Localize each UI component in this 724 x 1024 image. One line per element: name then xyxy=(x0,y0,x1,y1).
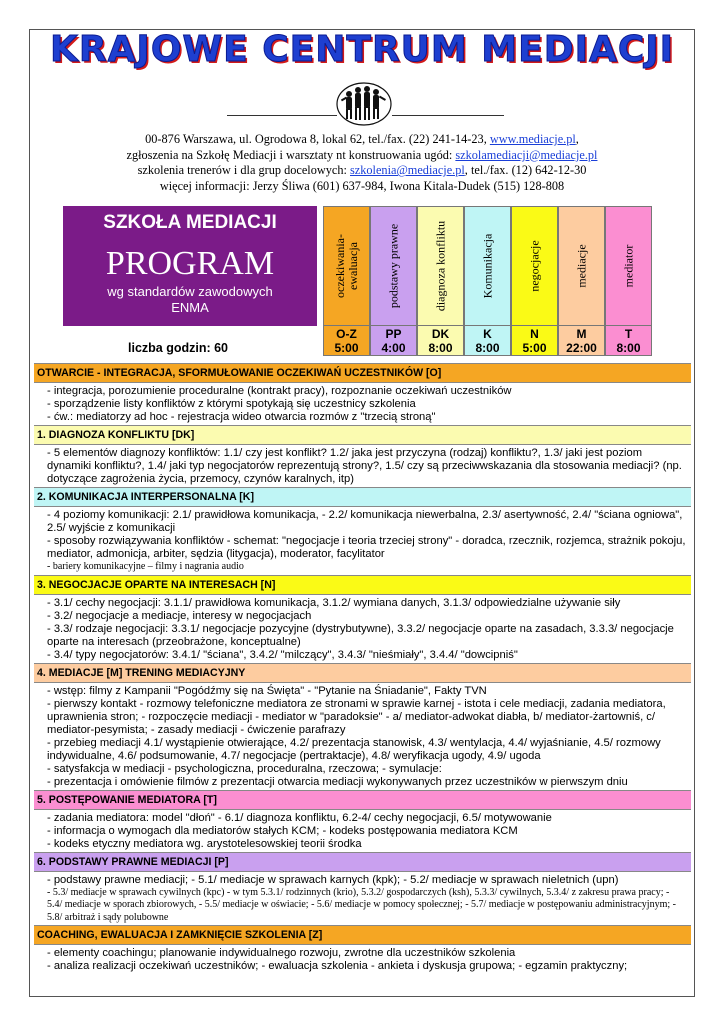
list-item: - zadania mediatora: model "dłoń" - 6.1/ diagnoza konfliktu, 6.2-4/ cechy negocjacji, 6.5/ motywowanie xyxy=(47,811,552,824)
section-heading: 2. KOMUNIKACJA INTERPERSONALNA [K] xyxy=(34,487,691,507)
topic-code: PP xyxy=(385,327,402,341)
list-item: - kodeks etyczny mediatora wg. arystotelesowskiej teorii środka xyxy=(47,837,362,850)
section-items xyxy=(34,810,691,852)
section-heading: COACHING, EWALUACJA I ZAMKNIĘCIE SZKOLENIA [Z] xyxy=(34,925,691,945)
list-item: - elementy coachingu; planowanie indywidualnego rozwoju, zwrotne dla uczestników szkolenia xyxy=(47,947,516,959)
list-item: - wstęp: filmy z Kampanii "Pogódźmy się na Święta" - "Pytanie na Śniadanie", Fakty TVN xyxy=(47,684,487,697)
list-item-small: - bariery komunikacyjne – filmy i nagrania audio xyxy=(47,561,244,572)
topic-hours-value: 5:00 xyxy=(522,341,547,355)
section-items xyxy=(34,945,691,974)
list-item: - integracja, porozumienie proceduralne (kontrakt pracy), rozpoznanie oczekiwań uczestników xyxy=(47,385,512,397)
website-link[interactable]: www.mediacje.pl xyxy=(489,132,576,146)
section-heading: 5. POSTĘPOWANIE MEDIATORA [T] xyxy=(34,790,691,810)
topic-code: K xyxy=(483,327,492,341)
list-item: - 4 poziomy komunikacji: 2.1/ prawidłowa komunikacja, - 2.2/ komunikacja niewerbalna, 2.3/ asertywność, 2.4/ "ściana ogniowa", 2.5/ wyjście z komunikacji xyxy=(47,509,683,534)
topic-label: negocjacje xyxy=(527,240,541,292)
topic-column xyxy=(605,206,652,326)
topic-column xyxy=(323,206,370,326)
topic-label: podstawy prawne xyxy=(386,223,400,309)
page-title: KRAJOWE CENTRUM MEDIACJI xyxy=(49,29,675,70)
topic-hours xyxy=(464,326,511,356)
list-item-small: - 5.3/ mediacje w sprawach cywilnych (kpc) - w tym 5.3.1/ rodzinnych (krio), 5.3.2/ gospodarczych (ksh), 5.3.3/ cywilnych, 5.3.4/ z zakresu prawa pracy; - 5.4/ mediacje w sporach zbiorowych, - 5.5/ mediacje w oświacie; - 5.6/ mediacje w pomocy społecznej; - 5.7/ mediacje w postępowaniu administracyjnym; - 5.8/ arbitraż i sądy polubowne xyxy=(47,886,676,923)
people-group-logo xyxy=(335,78,393,126)
topic-hours-value: 8:00 xyxy=(616,341,641,355)
section-heading: 4. MEDIACJE [M] TRENING MEDIACYJNY xyxy=(34,663,691,683)
topic-label: mediacje xyxy=(574,244,588,288)
list-item: - 5 elementów diagnozy konfliktów: 1.1/ czy jest konflikt? 1.2/ jaka jest przyczyna (rodzaj) konfliktu?, 1.3/ jaki jest poziom dynamiki konfliktu?, 1.4/ jaki typ negocjatorów reprezentują strony?, 1.5/ czy są przeciwwskazania dla stosowania mediacji? (np. dotyczące zagrożenia życia, przemocy, czynów karalnych, itp) xyxy=(47,447,682,485)
program-sections xyxy=(34,363,691,974)
section-items xyxy=(34,383,691,425)
topic-column xyxy=(558,206,605,326)
topic-column xyxy=(511,206,558,326)
list-item: - analiza realizacji oczekiwań uczestników; - ewaluacja szkolenia - ankieta i dyskusja grupowa; - egzamin praktyczny; xyxy=(47,960,628,972)
trainers-phone: , tel./fax. (12) 642-12-30 xyxy=(464,163,587,178)
topic-label: Komunikacja xyxy=(480,233,494,299)
list-item: - sporządzenie listy konfliktów z którymi spotykają się uczestnicy szkolenia xyxy=(47,398,416,410)
list-item: - informacja o wymogach dla mediatorów stałych KCM; - kodeks postępowania mediatora KCM xyxy=(47,824,518,837)
section-heading: OTWARCIE - INTEGRACJA, SFORMUŁOWANIE OCZEKIWAŃ UCZESTNIKÓW [O] xyxy=(34,363,691,383)
topic-column xyxy=(464,206,511,326)
section-items xyxy=(34,683,691,790)
section-heading: 1. DIAGNOZA KONFLIKTU [DK] xyxy=(34,425,691,445)
school-email-link[interactable]: szkolamediacji@mediacje.pl xyxy=(455,147,598,162)
topic-hours xyxy=(417,326,464,356)
list-item: - 3.3/ rodzaje negocjacji: 3.3.1/ negocjacje pozycyjne (dystrybutywne), 3.3.2/ negocjacje oparte na zasadach, 3.3.3/ negocjacje oparte na interesach (przeobrażone, konceptualne) xyxy=(47,622,674,648)
topic-hours-value: 22:00 xyxy=(566,341,597,355)
section-heading: 3. NEGOCJACJE OPARTE NA INTERESACH [N] xyxy=(34,575,691,595)
section-items xyxy=(34,445,691,487)
trainers-email-link[interactable]: szkolenia@mediacje.pl xyxy=(350,163,465,178)
address-text: 00-876 Warszawa, ul. Ogrodowa 8, lokal 62, tel./fax. (22) 241-14-23, xyxy=(145,132,490,146)
topic-hours-value: 4:00 xyxy=(381,341,406,355)
topic-hours-value: 8:00 xyxy=(428,341,453,355)
logo-line-left xyxy=(227,115,337,116)
section-heading: 6. PODSTAWY PRAWNE MEDIACJI [P] xyxy=(34,852,691,872)
topic-hours xyxy=(511,326,558,356)
topic-code: T xyxy=(624,327,633,341)
more-info-line: więcej informacji: Jerzy Śliwa (601) 637-984, Iwona Kitala-Dudek (515) 128-808 xyxy=(159,178,565,193)
contact-info xyxy=(30,132,694,194)
list-item: - prezentacja i omówienie filmów z prezentacji otwarcia mediacji wykonywanych przez uczestników w pierwszym dniu xyxy=(47,775,628,788)
topic-hours xyxy=(323,326,370,356)
program-subtitle-2: ENMA xyxy=(171,300,209,315)
topic-hours-value: 5:00 xyxy=(334,341,359,355)
list-item: - 3.2/ negocjacje a mediacje, interesy w negocjacjach xyxy=(47,609,312,622)
topic-code: M xyxy=(576,327,587,341)
list-item: - ćw.: mediatorzy ad hoc - rejestracja wideo otwarcia rozmów z "trzecią stroną" xyxy=(47,411,436,423)
trainers-line-text: szkolenia trenerów i dla grup docelowych: xyxy=(137,163,351,178)
topic-hours xyxy=(558,326,605,356)
topic-label: mediator xyxy=(621,244,635,288)
list-item: - 3.4/ typy negocjatorów: 3.4.1/ "ściana", 3.4.2/ "milczący", 3.4.3/ "nieśmiały", 3.4.4/ "dowcipniś" xyxy=(47,648,518,661)
program-box xyxy=(63,206,317,326)
program-subtitle-1: wg standardów zawodowych xyxy=(107,284,273,299)
topic-code: DK xyxy=(431,327,450,341)
list-item: - 3.1/ cechy negocjacji: 3.1.1/ prawidłowa komunikacja, 3.1.2/ wymiana danych, 3.1.3/ odpowiedzialne używanie siły xyxy=(47,596,621,609)
topic-code: O-Z xyxy=(336,327,357,341)
topic-code: N xyxy=(530,327,539,341)
topic-label: diagnoza konfliktu xyxy=(433,220,447,312)
topic-column xyxy=(370,206,417,326)
section-items xyxy=(34,507,691,575)
logo-line-right xyxy=(392,115,504,116)
topic-column xyxy=(417,206,464,326)
list-item: - sposoby rozwiązywania konfliktów - schemat: "negocjacje i teoria trzeciej strony" - doradca, rzecznik, rozjemca, strażnik pokoju, mediator, admonicja, arbiter, sędzia (litygacja), moderator, facylitator xyxy=(47,535,686,560)
topic-hours-value: 8:00 xyxy=(475,341,500,355)
section-items xyxy=(34,595,691,663)
topic-hours xyxy=(370,326,417,356)
list-item: - przebieg mediacji 4.1/ wystąpienie otwierające, 4.2/ prezentacja stanowisk, 4.3/ wentylacja, 4.4/ wyjaśnianie, 4.5/ rozmowy indywidualne, 4.6/ podsumowanie, 4.7/ negocjacje (pertraktacje), 4.8/ weryfikacja ugody, 4.9/ ugoda xyxy=(47,736,661,762)
list-item: - pierwszy kontakt - rozmowy telefoniczne mediatora ze stronami w sprawie karnej - istota i cele mediacji, zadania mediatora, uprawnienia stron; - rozpoczęcie mediacji - mediator w "paradoksie" - a/ mediator-adwokat diabła, b/ mediator-żartowniś, c/ mediator-pesymista; - zasady mediacji - ćwiczenie parafrazy xyxy=(47,697,666,736)
school-line-text: zgłoszenia na Szkołę Mediacji i warsztaty nt konstruowania ugód: xyxy=(126,147,456,162)
list-item: - satysfakcja w mediacji - psychologiczna, proceduralna, rzeczowa; - symulacje: xyxy=(47,762,442,775)
school-title: SZKOŁA MEDIACJI xyxy=(103,212,277,233)
program-title: PROGRAM xyxy=(105,245,275,282)
list-item: - podstawy prawne mediacji; - 5.1/ mediacje w sprawach karnych (kpk); - 5.2/ mediacje w sprawach nieletnich (upn) xyxy=(47,873,619,886)
topic-hours xyxy=(605,326,652,356)
hours-label: liczba godzin: 60 xyxy=(128,341,229,355)
topic-label: oczekiwania- ewaluacja xyxy=(332,234,360,298)
address-suffix: , xyxy=(575,132,579,146)
section-items xyxy=(34,872,691,926)
